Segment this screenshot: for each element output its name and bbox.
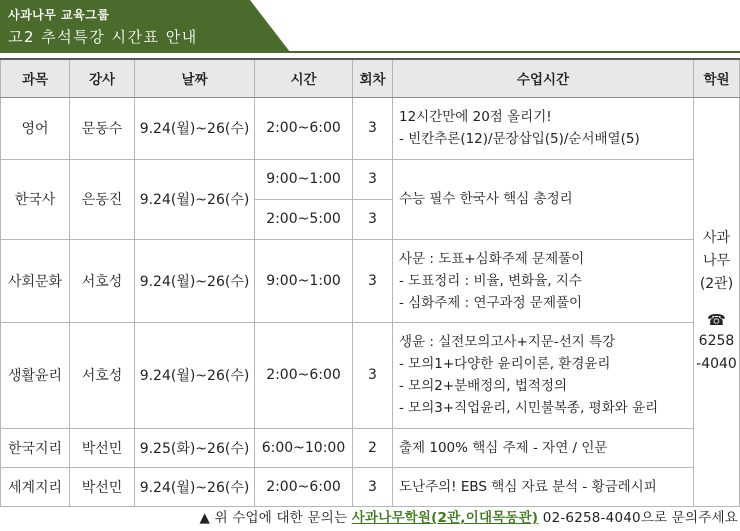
table-row — [1, 467, 740, 506]
header-academy: 학원 — [694, 59, 740, 97]
teacher-cell: 박선민 — [70, 467, 135, 506]
subject-cell: 사회문화 — [1, 239, 70, 322]
subject-cell: 세계지리 — [1, 467, 70, 506]
table-row — [1, 159, 740, 199]
academy-cell — [694, 97, 740, 506]
header-class-content: 수업시간 — [393, 59, 694, 97]
table-body — [1, 97, 740, 506]
table-row — [1, 322, 740, 428]
class-content-line: - 모의1+다양한 윤리이론, 환경윤리 — [399, 356, 611, 372]
date-cell: 9.25(화)~26(수) — [135, 428, 255, 467]
date-cell: 9.24(월)~26(수) — [135, 467, 255, 506]
class-content-cell — [393, 467, 694, 506]
session-count-cell: 3 — [353, 239, 393, 322]
time-cell: 6:00~10:00 — [255, 428, 353, 467]
class-content-cell — [393, 159, 694, 239]
footer-text-before: 위 수업에 대한 문의는 — [214, 510, 348, 526]
triangle-up-icon: ▲ — [199, 510, 211, 526]
table-header-row — [1, 59, 740, 97]
page-title: 고2 추석특강 시간표 안내 — [8, 28, 198, 46]
subject-cell: 생활윤리 — [1, 322, 70, 428]
time-cell: 2:00~6:00 — [255, 97, 353, 159]
class-content-line: - 도표정리 : 비율, 변화율, 지수 — [399, 272, 582, 289]
class-content-line: - 모의2+분배정의, 법적정의 — [399, 378, 568, 394]
class-content-line: 출제 100% 핵심 주제 - 자연 / 인문 — [399, 439, 608, 456]
table-row — [1, 97, 740, 159]
class-content-line: - 빈칸추론(12)/문장삽입(5)/순서배열(5) — [399, 131, 640, 147]
class-content-line: 도난주의! EBS 핵심 자료 분석 - 황금레시피 — [399, 478, 657, 495]
date-cell: 9.24(월)~26(수) — [135, 239, 255, 322]
time-cell: 2:00~5:00 — [255, 199, 353, 239]
footer-text-after: 02-6258-4040으로 문의주세요 — [542, 510, 738, 526]
group-name: 사과나무 교육그룹 — [8, 8, 110, 22]
academy-phone-line: 6258 — [698, 333, 735, 349]
academy-name-line: 나무 — [702, 253, 731, 269]
teacher-cell: 박선민 — [70, 428, 135, 467]
phone-icon: ☎ — [707, 311, 726, 329]
class-content-line: - 심화주제 : 연구과정 문제풀이 — [399, 294, 583, 311]
time-cell: 2:00~6:00 — [255, 322, 353, 428]
academy-phone-line: -4040 — [696, 356, 737, 372]
date-cell: 9.24(월)~26(수) — [135, 322, 255, 428]
time-cell: 9:00~1:00 — [255, 159, 353, 199]
session-count-cell: 3 — [353, 467, 393, 506]
header-subject: 과목 — [1, 59, 70, 97]
header-date: 날짜 — [135, 59, 255, 97]
table-row — [1, 428, 740, 467]
academy-link[interactable]: 사과나무학원(2관,이대목동관) — [351, 510, 539, 526]
class-content-line: 수능 필수 한국사 핵심 총정리 — [399, 191, 573, 207]
banner-divider — [0, 51, 740, 53]
header-session-count: 회차 — [353, 59, 393, 97]
subject-cell: 한국지리 — [1, 428, 70, 467]
academy-spacer — [694, 296, 739, 310]
teacher-cell: 서호성 — [70, 239, 135, 322]
session-count-cell: 3 — [353, 97, 393, 159]
session-count-cell: 3 — [353, 322, 393, 428]
class-content-cell — [393, 97, 694, 159]
class-content-line: 12시간만에 20점 올리기! — [399, 109, 552, 125]
teacher-cell: 문동수 — [70, 97, 135, 159]
date-cell: 9.24(월)~26(수) — [135, 97, 255, 159]
time-cell: 2:00~6:00 — [255, 467, 353, 506]
class-content-line: - 모의3+직업윤리, 시민불복종, 평화와 윤리 — [399, 400, 659, 416]
session-count-cell: 2 — [353, 428, 393, 467]
academy-name-line: 사과 — [702, 230, 731, 246]
class-content-cell — [393, 239, 694, 322]
teacher-cell: 은동진 — [70, 159, 135, 239]
subject-cell: 한국사 — [1, 159, 70, 239]
session-count-cell: 3 — [353, 159, 393, 199]
teacher-cell: 서호성 — [70, 322, 135, 428]
class-content-line: 생윤 : 실전모의고사+지문-선지 특강 — [399, 334, 616, 350]
inquiry-footer — [199, 509, 738, 527]
header-teacher: 강사 — [70, 59, 135, 97]
date-cell: 9.24(월)~26(수) — [135, 159, 255, 239]
header-time: 시간 — [255, 59, 353, 97]
class-content-cell — [393, 322, 694, 428]
time-cell: 9:00~1:00 — [255, 239, 353, 322]
session-count-cell: 3 — [353, 199, 393, 239]
academy-branch-line: (2관) — [699, 276, 734, 292]
schedule-table — [0, 58, 740, 507]
table-row — [1, 239, 740, 322]
class-content-cell — [393, 428, 694, 467]
subject-cell: 영어 — [1, 97, 70, 159]
class-content-line: 사문 : 도표+심화주제 문제풀이 — [399, 250, 585, 267]
table-header — [1, 59, 740, 97]
